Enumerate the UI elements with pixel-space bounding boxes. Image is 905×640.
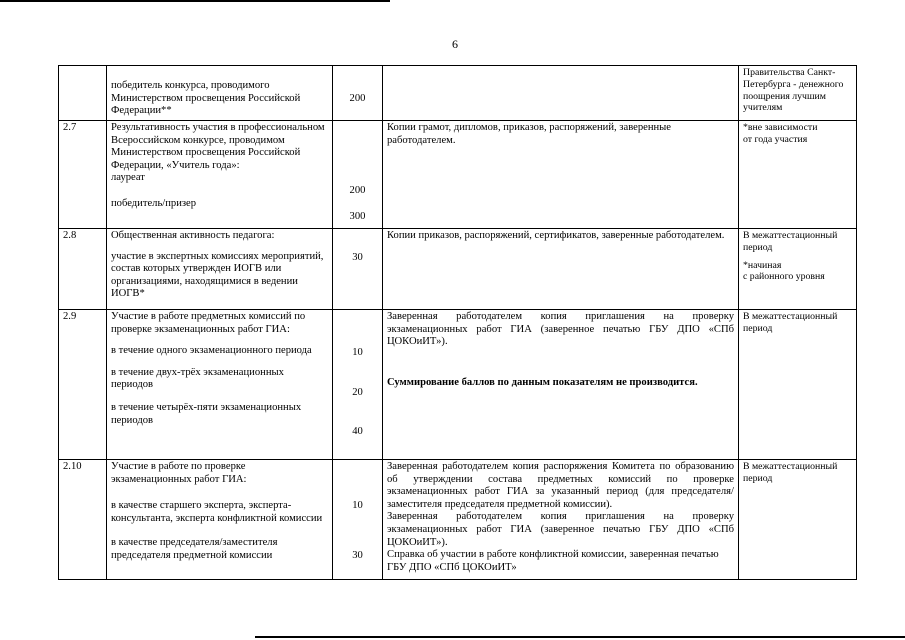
criterion-sub-item: в течение одного экзаменационного периода <box>111 345 312 357</box>
table-row <box>59 66 857 121</box>
points-value: 10 <box>352 347 363 358</box>
note-text: *начиная <box>743 259 782 271</box>
criterion-sub-item: в течение четырёх-пяти экзаменационных периодов <box>111 401 302 426</box>
row-number: 2.10 <box>59 460 107 580</box>
points-value: 30 <box>352 549 363 561</box>
page-number: 6 <box>452 37 458 51</box>
criterion-text: победитель конкурса, проводимого Министерством просвещения Российской Федерации** <box>111 80 301 117</box>
top-rule <box>0 0 390 2</box>
points-cell <box>333 121 383 229</box>
documents-text: Заверенная работодателем копия распоряжения Комитета по образованию об утверждении состава предметных комиссий по проверке экзаменационных работ ГИА за указанный период (для председателя/заместителя председателя предметной комиссии). <box>387 461 734 510</box>
row-number: 2.9 <box>59 310 107 460</box>
table-row <box>59 310 857 460</box>
criterion-cell <box>107 66 333 121</box>
note-text: с районного уровня <box>743 271 825 283</box>
documents-cell <box>383 460 739 580</box>
documents-text: Заверенная работодателем копия приглашения на проверку экзаменационных работ ГИА (заверенное печатью ГБУ ДПО «СПб ЦОКОиИТ»). <box>387 311 734 348</box>
table-row <box>59 460 857 580</box>
row-number: 2.7 <box>59 121 107 229</box>
criterion-cell <box>107 229 333 310</box>
note-text: *вне зависимости <box>743 122 818 133</box>
points-value: 200 <box>349 185 366 196</box>
note-cell <box>739 229 857 310</box>
note-cell: В межаттестационный период <box>739 460 857 580</box>
note-cell <box>739 121 857 229</box>
points-cell <box>333 229 383 310</box>
criterion-text: Участие в работе предметных комиссий по проверке экзаменационных работ ГИА: <box>111 311 306 335</box>
row-number <box>59 66 107 121</box>
summation-notice: Суммирование баллов по данным показателям не производится. <box>387 376 698 388</box>
points-value: 10 <box>352 500 363 511</box>
bottom-rule <box>255 636 905 638</box>
table-row <box>59 121 857 229</box>
points-cell <box>333 66 383 121</box>
criterion-cell <box>107 310 333 460</box>
note-text: от года участия <box>743 133 808 145</box>
criterion-sub-item: лауреат <box>111 172 145 184</box>
note-cell: В межаттестационный период <box>739 310 857 460</box>
criterion-sub-item: в качестве председателя/заместителя председателя предметной комиссии <box>111 537 278 561</box>
points-value: 40 <box>352 426 363 438</box>
criterion-sub-item: участие в экспертных комиссиях мероприятий, состав которых утвержден ИОГВ или организациями, находящимися в ведении ИОГВ* <box>111 250 324 300</box>
points-value: 300 <box>349 210 366 222</box>
criterion-sub-item: победитель/призер <box>111 197 197 209</box>
table-row <box>59 229 857 310</box>
documents-text: Заверенная работодателем копия приглашения на проверку экзаменационных работ ГИА (заверенное печатью ГБУ ДПО «СПб ЦОКОиИТ»). <box>387 511 734 548</box>
documents-text: Справка об участии в работе конфликтной комиссии, заверенная печатью ГБУ ДПО «СПб ЦОКОиИТ» <box>387 549 719 573</box>
note-cell: Правительства Санкт-Петербурга - денежного поощрения лучшим учителям <box>739 66 857 121</box>
criterion-text: Общественная активность педагога: <box>111 230 275 241</box>
points-value: 30 <box>352 252 363 263</box>
documents-cell: Копии грамот, дипломов, приказов, распоряжений, заверенные работодателем. <box>383 121 739 229</box>
criteria-table <box>58 65 857 580</box>
note-text: В межаттестационный период <box>743 230 838 253</box>
criterion-sub-item: в течение двух-трёх экзаменационных периодов <box>111 366 284 391</box>
points-cell <box>333 460 383 580</box>
documents-cell <box>383 66 739 121</box>
criterion-text: Результативность участия в профессиональном Всероссийском конкурсе, проводимом Министерством просвещения Российской Федерации, «Учитель года»: <box>111 122 325 171</box>
points-value: 200 <box>349 93 366 104</box>
row-number: 2.8 <box>59 229 107 310</box>
points-cell <box>333 310 383 460</box>
documents-cell <box>383 310 739 460</box>
documents-cell: Копии приказов, распоряжений, сертификатов, заверенные работодателем. <box>383 229 739 310</box>
points-value: 20 <box>352 386 363 398</box>
criterion-text: Участие в работе по проверке экзаменационных работ ГИА: <box>111 461 247 485</box>
criterion-cell <box>107 121 333 229</box>
criterion-cell <box>107 460 333 580</box>
criterion-sub-item: в качестве старшего эксперта, эксперта-консультанта, эксперта конфликтной комиссии <box>111 500 323 524</box>
